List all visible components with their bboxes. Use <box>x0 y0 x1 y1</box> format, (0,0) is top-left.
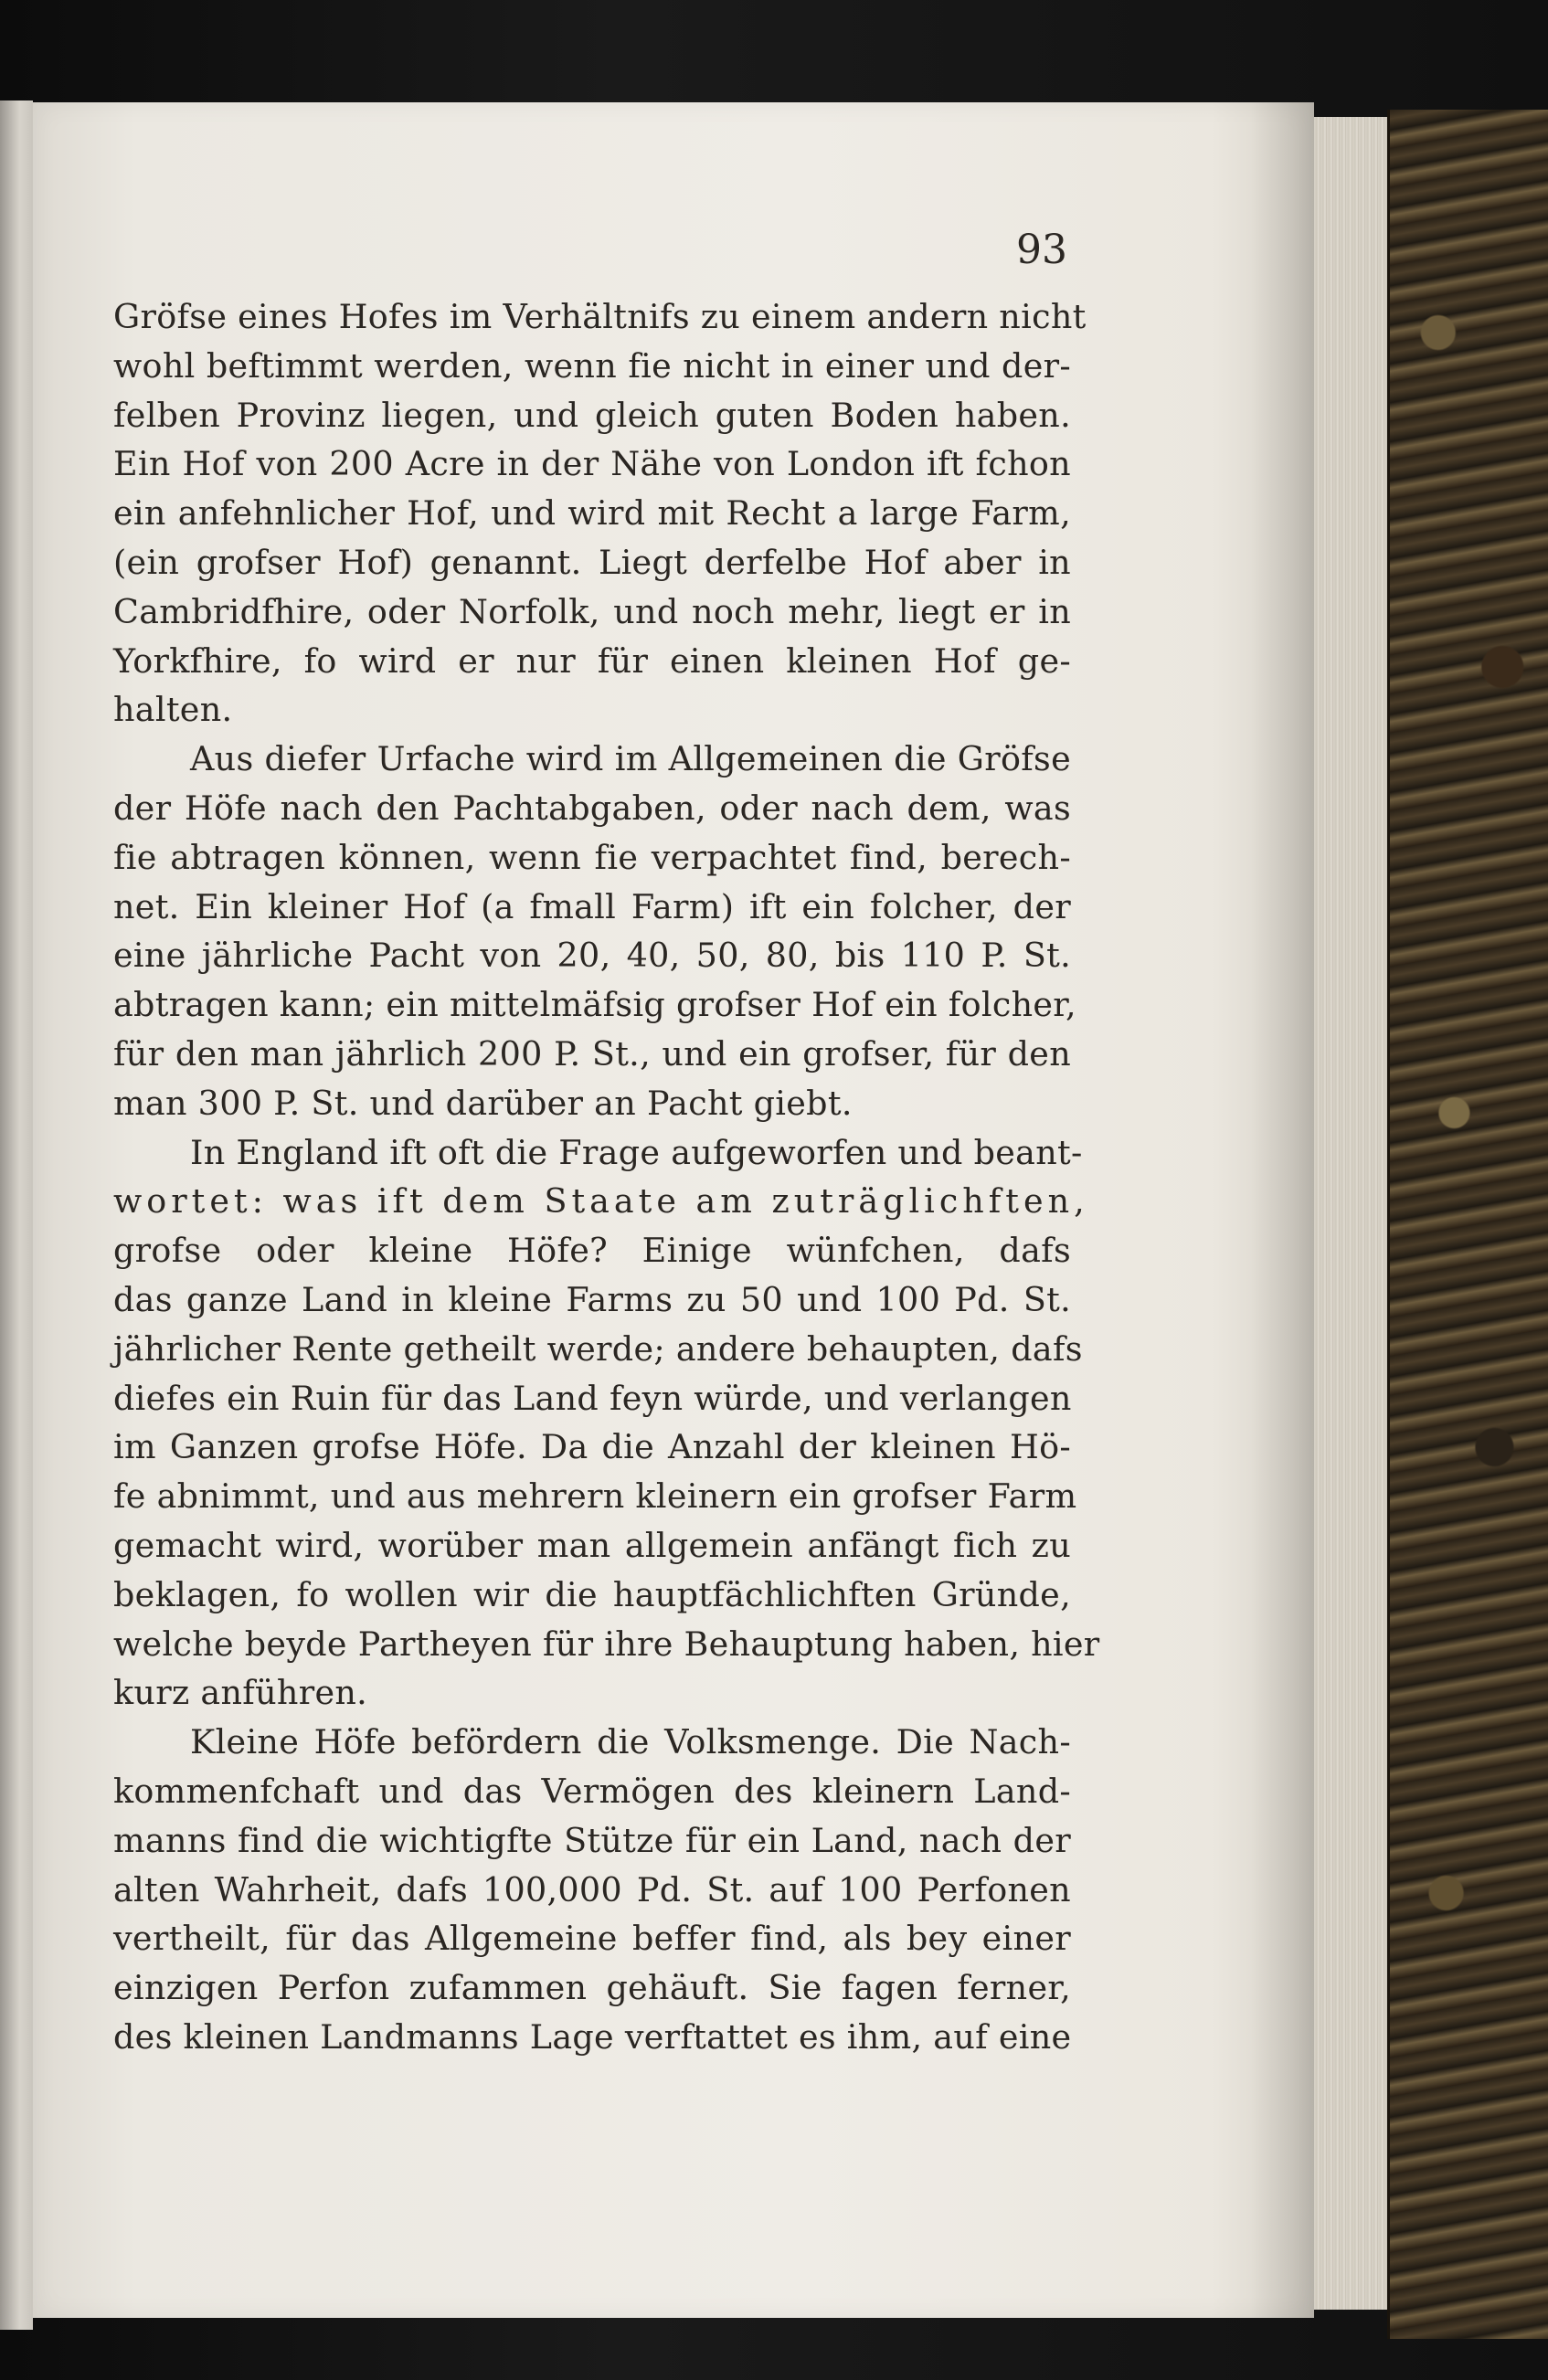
text-line: grofse oder kleine Höfe? Einige wünfchen, dafs <box>113 1231 1071 1271</box>
text-line: kommenfchaft und das Vermögen des kleinern Land- <box>113 1771 1071 1811</box>
page-number: 93 <box>1016 227 1067 273</box>
text-line: jährlicher Rente getheilt werde; andere behaupten, dafs <box>113 1328 1083 1369</box>
text-line: In England ift oft die Frage aufgeworfen und beant- <box>190 1132 1083 1172</box>
text-line: manns find die wichtigfte Stütze für ein Land, nach der <box>113 1820 1071 1860</box>
text-line: im Ganzen grofse Höfe. Da die Anzahl der kleinen Hö- <box>113 1427 1071 1467</box>
text-line: kurz anführen. <box>113 1673 368 1713</box>
text-line: Gröfse eines Hofes im Verhältnifs zu einem andern nicht <box>113 297 1087 336</box>
text-line: wohl beftimmt werden, wenn fie nicht in einer und der- <box>113 345 1071 386</box>
text-line: fie abtragen können, wenn fie verpachtet find, berech- <box>113 837 1071 877</box>
body-text <box>113 219 1100 2062</box>
text-line: net. Ein kleiner Hof (a fmall Farm) ift ein folcher, der <box>113 886 1071 926</box>
text-line: fe abnimmt, und aus mehrern kleinern ein grofser Farm <box>113 1476 1077 1517</box>
text-line: für den man jährlich 200 P. St., und ein grofser, für den <box>113 1033 1071 1074</box>
text-line: der Höfe nach den Pachtabgaben, oder nach dem, was <box>113 788 1071 828</box>
text-line: man 300 P. St. und darüber an Pacht giebt. <box>113 1083 853 1123</box>
text-line: alten Wahrheit, dafs 100,000 Pd. St. auf 100 Perfonen <box>113 1869 1071 1909</box>
text-line: Yorkfhire, fo wird er nur für einen kleinen Hof ge- <box>113 640 1071 681</box>
text-line: Kleine Höfe befördern die Volksmenge. Die Nach- <box>190 1722 1071 1762</box>
left-page-edge <box>0 100 33 2330</box>
text-line: des kleinen Landmanns Lage verftattet es ihm, auf eine <box>113 2016 1072 2057</box>
text-line: gemacht wird, worüber man allgemein anfängt fich zu <box>113 1525 1071 1565</box>
page-edge-stack <box>1314 117 1389 2310</box>
text-line: beklagen, fo wollen wir die hauptfächlichften Gründe, <box>113 1574 1071 1614</box>
text-line: einzigen Perfon zufammen gehäuft. Sie fagen ferner, <box>113 1968 1071 2008</box>
text-line: halten. <box>113 690 233 730</box>
text-line: vertheilt, für das Allgemeine beffer find, als bey einer <box>113 1919 1071 1959</box>
text-line: abtragen kann; ein mittelmäfsig grofser Hof ein folcher, <box>113 985 1076 1025</box>
text-line: welche beyde Partheyen für ihre Behauptung haben, hier <box>113 1624 1100 1664</box>
text-line: ein anfehnlicher Hof, und wird mit Recht a large Farm, <box>113 493 1071 534</box>
text-line: Ein Hof von 200 Acre in der Nähe von London ift fchon <box>113 444 1071 484</box>
top-spacer <box>113 219 1071 292</box>
text-line: das ganze Land in kleine Farms zu 50 und 100 Pd. St. <box>113 1279 1071 1319</box>
text-line: eine jährliche Pacht von 20, 40, 50, 80, bis 110 P. St. <box>113 936 1071 976</box>
text-line: (ein grofser Hof) genannt. Liegt derfelbe Hof aber in <box>113 542 1071 582</box>
text-line: diefes ein Ruin für das Land feyn würde, und verlangen <box>113 1378 1072 1418</box>
text-line: wortet: was ift dem Staate am zuträglichften, <box>113 1181 1089 1222</box>
text-line: felben Provinz liegen, und gleich guten Boden haben. <box>113 395 1071 435</box>
text-line: Cambridfhire, oder Norfolk, und noch mehr, liegt er in <box>113 591 1071 631</box>
text-line: Aus diefer Urfache wird im Allgemeinen die Gröfse <box>190 739 1071 779</box>
gutter-shadow <box>1250 102 1314 2318</box>
marbled-book-edge <box>1387 110 1548 2339</box>
